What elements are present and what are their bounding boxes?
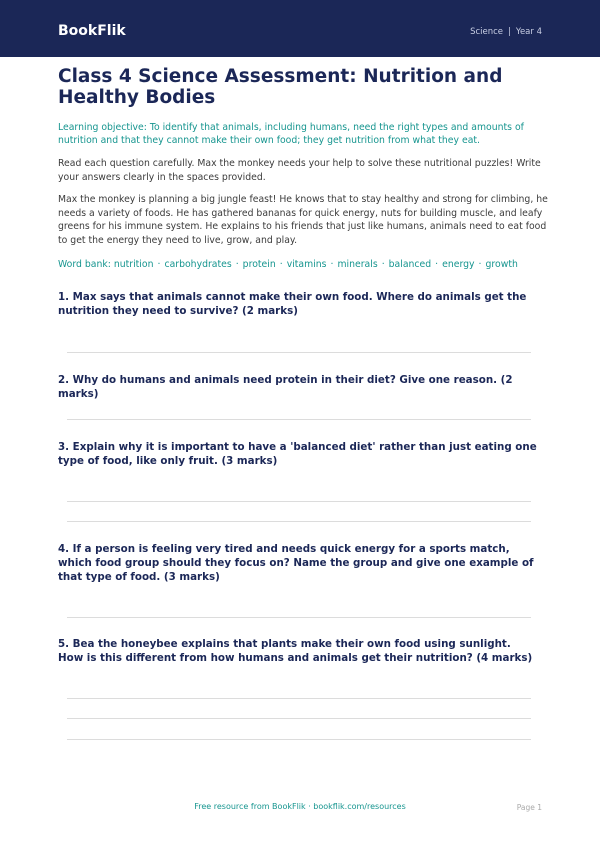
word-bank-word: nutrition	[113, 259, 154, 270]
instructions-paragraph: Read each question carefully. Max the monkey needs your help to solve these nutritional puzzles! Write your answers clearly in the spaces provided.	[58, 158, 541, 183]
footer-link[interactable]: Free resource from BookFlik · bookflik.com/resources	[194, 802, 406, 811]
header-separator: |	[508, 27, 511, 37]
page-header	[0, 0, 600, 57]
subject-label: Science	[470, 27, 504, 37]
question-3: 3. Explain why it is important to have a 'balanced diet' rather than just eating one type of food, like only fruit. (3 marks)	[58, 441, 537, 467]
question-2: 2. Why do humans and animals need protein in their diet? Give one reason. (2 marks)	[58, 374, 513, 400]
word-separator: ·	[381, 259, 385, 270]
word-bank-word: carbohydrates	[164, 259, 232, 270]
word-bank-word: growth	[485, 259, 518, 270]
brand-logo: BookFlik	[58, 23, 126, 39]
answer-line[interactable]	[67, 698, 531, 699]
page-number: Page 1	[516, 803, 542, 812]
question-5: 5. Bea the honeybee explains that plants make their own food using sunlight. How is this different from how humans and animals get their nutrition? (4 marks)	[58, 638, 533, 664]
word-bank-word: vitamins	[286, 259, 327, 270]
story-paragraph: Max the monkey is planning a big jungle feast! He knows that to stay healthy and strong for climbing, he needs a variety of foods. He has gathered bananas for quick energy, nuts for building muscle, and leafy greens for his immune system. He explains to his friends that just like humans, animals need to eat food to get the energy they need to live, grow, and play.	[58, 194, 548, 246]
word-separator: ·	[330, 259, 334, 270]
answer-line[interactable]	[67, 419, 531, 420]
word-bank-word: energy	[442, 259, 475, 270]
question-1: 1. Max says that animals cannot make their own food. Where do animals get the nutrition they need to survive? (2 marks)	[58, 291, 527, 317]
word-separator: ·	[235, 259, 239, 270]
word-bank-label: Word bank:	[58, 259, 111, 270]
answer-line[interactable]	[67, 521, 531, 522]
word-separator: ·	[279, 259, 283, 270]
word-bank-word: balanced	[388, 259, 432, 270]
word-bank-word: minerals	[337, 259, 378, 270]
question-4: 4. If a person is feeling very tired and needs quick energy for a sports match, which food group should they focus on? Name the group and give one example of that type of food. (3 marks)	[58, 543, 534, 583]
subject-year-label	[470, 27, 542, 37]
answer-line[interactable]	[67, 739, 531, 740]
year-label: Year 4	[515, 27, 542, 37]
word-bank	[58, 259, 548, 270]
word-separator: ·	[435, 259, 439, 270]
word-bank-word: protein	[242, 259, 276, 270]
answer-line[interactable]	[67, 501, 531, 502]
answer-line[interactable]	[67, 352, 531, 353]
answer-line[interactable]	[67, 617, 531, 618]
learning-objective: Learning objective: To identify that animals, including humans, need the right types and amounts of nutrition and that they cannot make their own food; they get nutrition from what they eat.	[58, 122, 524, 146]
word-separator: ·	[478, 259, 482, 270]
word-separator: ·	[157, 259, 161, 270]
answer-line[interactable]	[67, 718, 531, 719]
page-title: Class 4 Science Assessment: Nutrition and Healthy Bodies	[58, 66, 503, 108]
